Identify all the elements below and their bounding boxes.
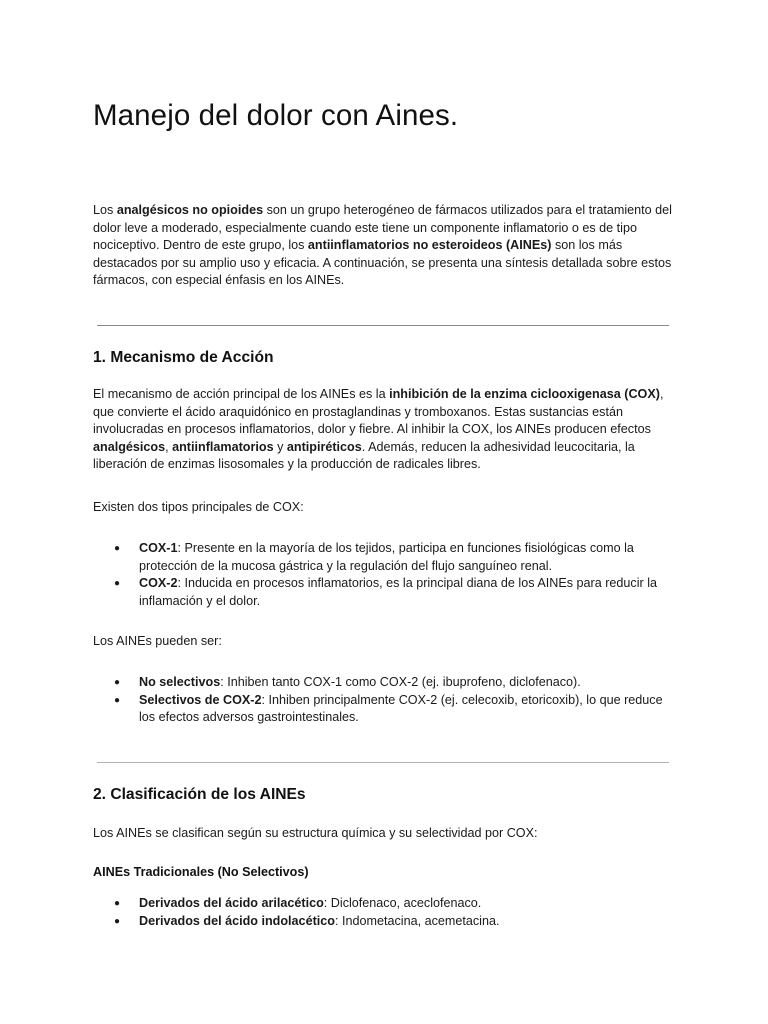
bullet-icon: ●	[114, 677, 121, 688]
cox-types-list	[93, 540, 678, 610]
s1p1-text-3: ,	[165, 439, 173, 454]
list-item-text: : Inducida en procesos inflamatorios, es la principal diana de los AINEs para reducir la inflamación y el dolor.	[139, 576, 658, 608]
section-1-paragraph-2: Existen dos tipos principales de COX:	[93, 500, 304, 514]
list-item-bold: Selectivos de COX-2	[139, 692, 262, 707]
bullet-icon: ●	[114, 578, 121, 590]
document-title: Manejo del dolor con Aines.	[93, 99, 459, 132]
intro-text-3: son los más destacados por su amplio uso y eficacia. A continuación, se presenta una síntesis detallada sobre estos fármacos, con especial énfasis en los AINEs.	[93, 238, 672, 288]
bullet-icon: ●	[114, 898, 121, 909]
list-item	[93, 692, 678, 727]
list-item	[93, 575, 678, 610]
s1p1-text-5: . Además, reducen la adhesividad leucocitaria, la liberación de enzimas lisosomales y la producción de radicales libres.	[93, 439, 635, 472]
list-item	[93, 895, 678, 913]
section-2-heading: 2. Clasificación de los AINEs	[93, 786, 306, 803]
section-1-paragraph-1	[93, 386, 678, 474]
list-item-bold: No selectivos	[139, 675, 221, 689]
list-item	[93, 540, 678, 575]
intro-text-2: son un grupo heterogéneo de fármacos utilizados para el tratamiento del dolor leve a moderado, especialmente cuando este tiene un componente inflamatorio o es de tipo nociceptivo. Dentro de este grupo, los	[93, 203, 672, 253]
s1p1-bold-3: antiinflamatorios	[172, 439, 274, 454]
bullet-icon: ●	[114, 915, 121, 927]
section-2-paragraph-1: Los AINEs se clasifican según su estructura química y su selectividad por COX:	[93, 826, 538, 840]
s1p1-bold-2: analgésicos	[93, 439, 166, 454]
section-2-subheading: AINEs Tradicionales (No Selectivos)	[93, 865, 309, 879]
intro-bold-1: analgésicos no opioides	[116, 203, 264, 217]
bullet-icon: ●	[114, 543, 121, 554]
list-item-text: : Diclofenaco, aceclofenaco.	[323, 896, 482, 910]
horizontal-divider-2	[97, 762, 669, 763]
intro-text-1: Los	[93, 203, 117, 217]
s1p1-bold-4: antipiréticos	[286, 439, 362, 454]
horizontal-divider-1	[97, 325, 669, 326]
traditional-aines-list	[93, 895, 678, 930]
section-1-paragraph-3: Los AINEs pueden ser:	[93, 634, 222, 648]
list-item-text: : Indometacina, acemetacina.	[334, 913, 500, 928]
list-item-bold: COX-1	[139, 541, 178, 555]
s1p1-text-2: , que convierte el ácido araquidónico en prostaglandinas y tromboxanos. Estas sustancias están involucradas en procesos inflamatorios, dolor y fiebre. Al inhibir la COX, los AINEs producen efectos	[93, 387, 664, 437]
bullet-icon: ●	[114, 694, 121, 706]
s1p1-text-4: y	[273, 439, 287, 454]
list-item	[93, 913, 678, 931]
list-item-bold: Derivados del ácido arilacético	[139, 896, 324, 910]
list-item-text: : Presente en la mayoría de los tejidos, participa en funciones fisiológicas como la protección de la mucosa gástrica y la regulación del flujo sanguíneo renal.	[139, 541, 634, 573]
list-item	[93, 674, 678, 692]
intro-bold-2: antiinflamatorios no esteroideos (AINEs)	[307, 238, 552, 253]
list-item-bold: COX-2	[139, 576, 178, 591]
intro-paragraph	[93, 202, 678, 290]
aines-types-list	[93, 674, 678, 727]
list-item-bold: Derivados del ácido indolacético	[139, 913, 335, 928]
list-item-text: : Inhiben principalmente COX-2 (ej. celecoxib, etoricoxib), lo que reduce los efectos adversos gastrointestinales.	[139, 692, 663, 725]
list-item-text: : Inhiben tanto COX-1 como COX-2 (ej. ibuprofeno, diclofenaco).	[220, 675, 581, 689]
s1p1-bold-1: inhibición de la enzima ciclooxigenasa (COX)	[389, 387, 660, 401]
s1p1-text-1: El mecanismo de acción principal de los AINEs es la	[93, 387, 390, 401]
section-1-heading: 1. Mecanismo de Acción	[93, 349, 274, 366]
